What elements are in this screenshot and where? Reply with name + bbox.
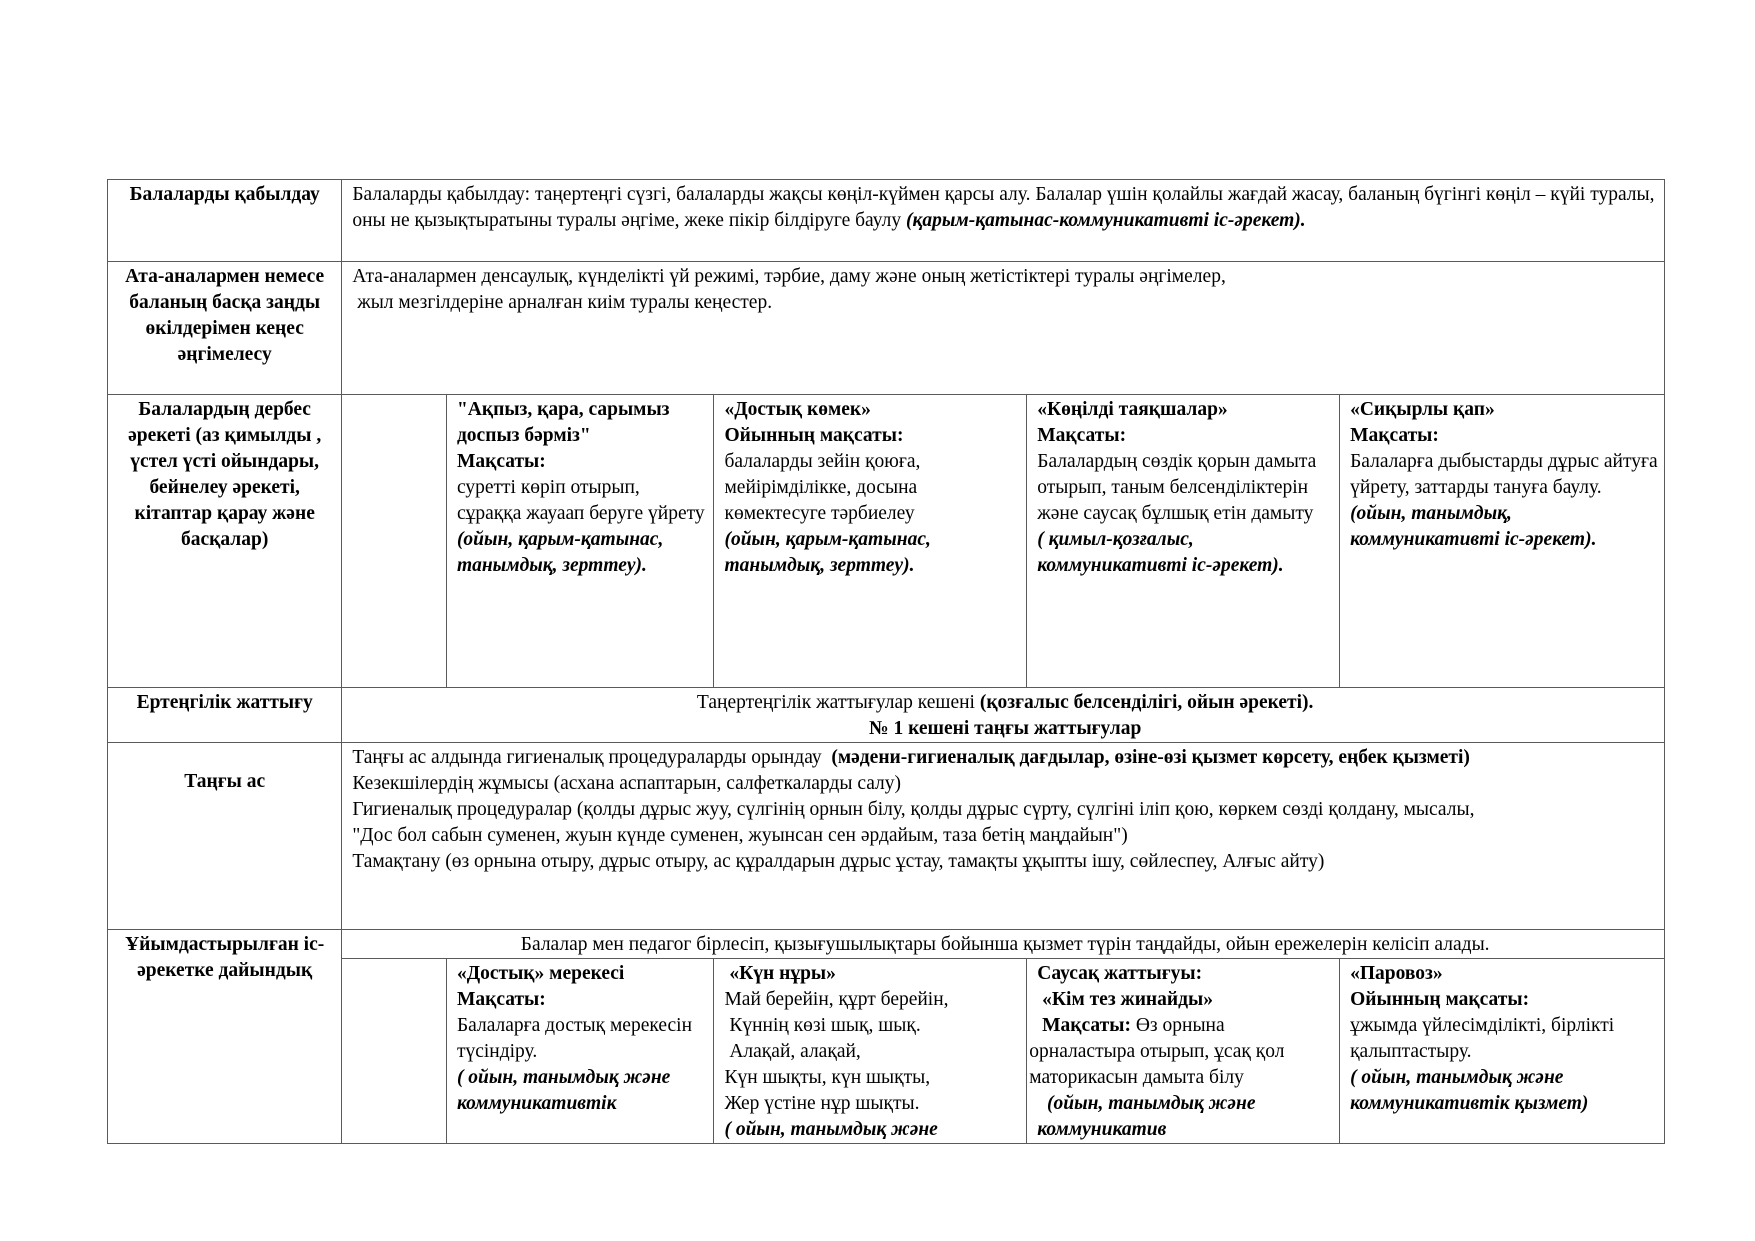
parents-content	[342, 262, 1665, 395]
prep-game-1-goal: Балаларға достық мерекесін түсіндіру.	[456, 1015, 693, 1062]
reception-title: Балаларды қабылдау	[108, 180, 342, 262]
prep-game-3-subtitle: «Кім тез жинайды»	[1037, 989, 1213, 1010]
game-4-goal-label: Мақсаты:	[1350, 425, 1439, 446]
game-1-activity: (ойын, қарым-қатынас, танымдық, зерттеу).	[456, 529, 664, 576]
game-1-goal-label: Мақсаты:	[456, 451, 546, 472]
independent-game-4	[1340, 395, 1665, 688]
game-3-goal: Балалардың сөздік қорын дамыта отырып, таным белсенділіктерін және саусақ бұлшық етін дамыту	[1037, 451, 1317, 524]
prep-game-2-verse-3: Алақай, алақай,	[724, 1041, 861, 1062]
prep-game-2-verse-5: Жер үстіне нұр шықты.	[724, 1093, 920, 1114]
exercise-text: Таңертеңгілік жаттығулар кешені	[696, 692, 980, 713]
game-4-goal: Балаларға дыбыстарды дұрыс айтуға үйрету, заттарды тануға баулу.	[1350, 451, 1658, 498]
preparation-game-1	[446, 959, 714, 1144]
independent-game-1	[446, 395, 714, 688]
game-2-goal: балаларды зейін қоюға, мейірімділікке, досына көмектесуге тәрбиелеу	[724, 451, 921, 524]
preparation-game-2	[714, 959, 1027, 1144]
prep-game-2-verse-4: Күн шықты, күн шықты,	[724, 1067, 931, 1088]
breakfast-line-1-activity: (мәдени-гигиеналық дағдылар, өзіне-өзі қызмет көрсету, еңбек қызметі)	[831, 747, 1470, 768]
game-3-goal-label: Мақсаты:	[1037, 425, 1127, 446]
game-4-activity: (ойын, танымдық, коммуникативті іс-әрекет).	[1350, 503, 1597, 550]
prep-game-1-goal-label: Мақсаты:	[456, 989, 546, 1010]
row-independent	[108, 395, 1665, 688]
breakfast-line-3: Гигиеналық процедуралар (қолды дұрыс жуу, сүлгінің орнын білу, қолды дұрыс сүрту, сүлгіні іліп қою, көркем сөзді қолдану, мысалы,	[352, 799, 1475, 820]
exercise-title: Ертеңгілік жаттығу	[108, 688, 342, 743]
prep-game-3-goal-label: Мақсаты:	[1037, 1015, 1136, 1036]
row-breakfast	[108, 743, 1665, 930]
row-exercise	[108, 688, 1665, 743]
reception-content	[342, 180, 1665, 262]
game-3-name: «Көңілді таяқшалар»	[1037, 399, 1228, 420]
prep-game-3-name: Саусақ жаттығуы:	[1037, 963, 1203, 984]
prep-game-1-name: «Достық» мерекесі	[456, 963, 625, 984]
exercise-content	[342, 688, 1665, 743]
game-4-name: «Сиқырлы қап»	[1350, 399, 1495, 420]
reception-text: Балаларды қабылдау: таңертеңгі сүзгі, балаларды жақсы көңіл-күймен қарсы алу. Балалар үшін қолайлы жағдай жасау, баланың бүгінгі көңіл – күйі туралы, оны не қызықтыратыны туралы әңгіме, жеке пікір білдіруге баулу	[352, 184, 1655, 231]
independent-game-2	[714, 395, 1027, 688]
preparation-game-4	[1340, 959, 1665, 1144]
breakfast-line-4: "Дос бол сабын суменен, жуын күнде суменен, жуынсан сен әрдайым, таза бетің маңдайын")	[352, 825, 1128, 846]
breakfast-line-2: Кезекшілердің жұмысы (асхана аспаптарын, салфеткаларды салу)	[352, 773, 902, 794]
row-preparation-intro	[108, 930, 1665, 959]
prep-game-2-activity: ( ойын, танымдық және	[724, 1119, 938, 1140]
prep-game-2-name: «Күн нұры»	[724, 963, 836, 984]
prep-game-2-verse-1: Май берейін, құрт берейін,	[724, 989, 949, 1010]
prep-game-3-goal: Өз орнына орналастыра отырып, ұсақ қол маторикасын дамыта білу	[1029, 1015, 1285, 1088]
independent-title: Балалардың дербес әрекеті (аз қимылды , үстел үсті ойындары, бейнелеу әрекеті, кітаптар қарау және басқалар)	[108, 395, 342, 688]
parents-title: Ата-аналармен немесе баланың басқа заңды өкілдерімен кеңес әңгімелесу	[108, 262, 342, 395]
breakfast-title: Таңғы ас	[108, 743, 342, 930]
row-reception	[108, 180, 1665, 262]
game-2-goal-label: Ойынның мақсаты:	[724, 425, 904, 446]
row-preparation-games	[108, 959, 1665, 1144]
preparation-empty-cell	[342, 959, 447, 1144]
row-parents	[108, 262, 1665, 395]
preparation-title: Ұйымдастырылған іс-әрекетке дайындық	[108, 930, 342, 1144]
parents-line-2: жыл мезгілдеріне арналған киім туралы кеңестер.	[352, 292, 773, 313]
prep-game-3-activity: (ойын, танымдық және коммуникатив	[1037, 1093, 1261, 1140]
parents-line-1: Ата-аналармен денсаулық, күнделікті үй режимі, тәрбие, даму және оның жетістіктері туралы әңгімелер,	[352, 266, 1226, 287]
prep-game-2-verse-2: Күннің көзі шық, шық.	[724, 1015, 921, 1036]
breakfast-line-5: Тамақтану (өз орнына отыру, дұрыс отыру, ас құралдарын дұрыс ұстау, тамақты ұқыпты ішу, сөйлеспеу, Алғыс айту)	[352, 851, 1325, 872]
game-3-activity: ( қимыл-қозғалыс, коммуникативті іс-әрекет).	[1037, 529, 1284, 576]
preparation-game-3	[1027, 959, 1340, 1144]
prep-game-4-goal-label: Ойынның мақсаты:	[1350, 989, 1530, 1010]
independent-game-3	[1027, 395, 1340, 688]
exercise-complex: № 1 кешені таңғы жаттығулар	[869, 718, 1142, 739]
game-1-name: "Ақпыз, қара, сарымыз доспыз бәрміз"	[456, 399, 670, 446]
independent-empty-cell	[342, 395, 447, 688]
breakfast-content	[342, 743, 1665, 930]
preparation-intro: Балалар мен педагог бірлесіп, қызығушылықтары бойынша қызмет түрін таңдайды, ойын ережелерін келісіп алады.	[342, 930, 1665, 959]
exercise-activity: (қозғалыс белсенділігі, ойын әрекеті).	[979, 692, 1314, 713]
prep-game-4-goal: ұжымда үйлесімділікті, бірлікті қалыптастыру.	[1350, 1015, 1615, 1062]
game-2-name: «Достық көмек»	[724, 399, 871, 420]
daily-plan-table	[107, 179, 1665, 1144]
reception-activity: (қарым-қатынас-коммуникативті іс-әрекет).	[905, 210, 1306, 231]
game-2-activity: (ойын, қарым-қатынас, танымдық, зерттеу).	[724, 529, 931, 576]
prep-game-4-name: «Паровоз»	[1350, 963, 1443, 984]
prep-game-1-activity: ( ойын, танымдық және коммуникативтік	[456, 1067, 671, 1114]
game-1-goal: суретті көріп отырып, сұраққа жауаап беруге үйрету	[456, 477, 705, 524]
prep-game-4-activity: ( ойын, танымдық және коммуникативтік қызмет)	[1350, 1067, 1589, 1114]
breakfast-line-1-text: Таңғы ас алдында гигиеналық процедураларды орындау	[352, 747, 832, 768]
